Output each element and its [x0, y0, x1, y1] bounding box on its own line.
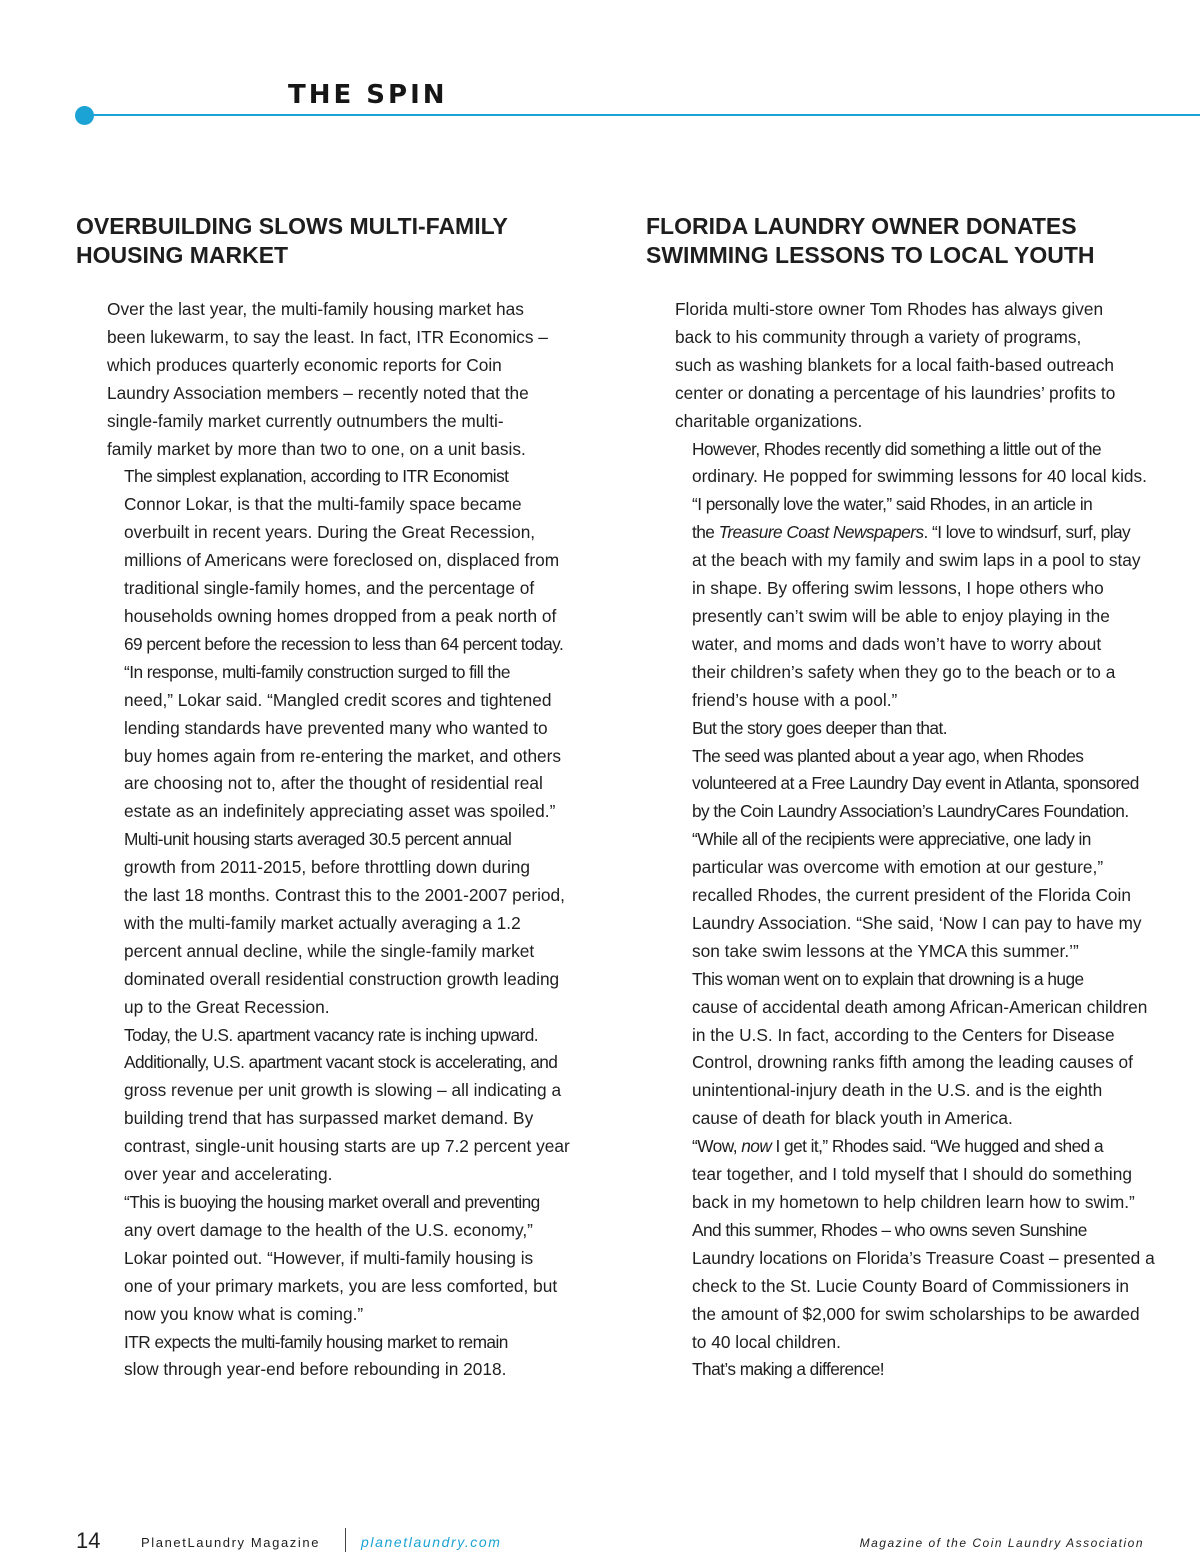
paragraph	[675, 491, 1156, 714]
text-line: back in my hometown to help children learn how to swim.”	[692, 1192, 1135, 1212]
text-line: their children’s safety when they go to the beach or to a	[692, 661, 1116, 682]
footer-divider	[345, 1528, 346, 1552]
paragraph	[107, 826, 576, 1021]
text-line: But the story goes deeper than that.	[692, 717, 947, 738]
text-line: slow through year-end before rebounding in 2018.	[124, 1359, 507, 1380]
text-line: The seed was planted about a year ago, when Rhodes	[692, 745, 1084, 766]
page-footer	[0, 1528, 1200, 1558]
text-line: Laundry Association members – recently noted that the	[107, 382, 529, 403]
text-line: cause of death for black youth in America.	[692, 1108, 1013, 1129]
text-line: one of your primary markets, you are less comforted, but	[124, 1275, 558, 1296]
paragraph	[107, 463, 576, 658]
text-line: “I personally love the water,” said Rhodes, in an article in	[692, 494, 1093, 515]
headline-line: OVERBUILDING SLOWS MULTI-FAMILY	[76, 213, 508, 239]
text-line: center or donating a percentage of his laundries’ profits to	[675, 382, 1116, 403]
text-line: the amount of $2,000 for swim scholarships to be awarded	[692, 1303, 1140, 1324]
text-line: percent annual decline, while the single-family market	[124, 940, 535, 961]
text-line: “While all of the recipients were appreciative, one lady in	[692, 829, 1091, 850]
text-line: Laundry Association. “She said, ‘Now I can pay to have my	[692, 912, 1142, 933]
text-line: gross revenue per unit growth is slowing – all indicating a	[124, 1080, 562, 1101]
paragraph	[675, 715, 1156, 743]
text-line: charitable organizations.	[675, 410, 863, 431]
text-line: in the U.S. In fact, according to the Centers for Disease	[692, 1024, 1115, 1045]
page-number: 14	[76, 1528, 101, 1553]
text-line: been lukewarm, to say the least. In fact, ITR Economics –	[107, 326, 548, 347]
text-line: volunteered at a Free Laundry Day event in Atlanta, sponsored	[692, 773, 1139, 794]
text-line: recalled Rhodes, the current president of the Florida Coin	[692, 885, 1131, 906]
magazine-name: PlanetLaundry Magazine	[141, 1535, 321, 1550]
text-line: the Treasure Coast Newspapers. “I love to windsurf, surf, play	[692, 522, 1131, 543]
text-line: single-family market currently outnumbers the multi-	[107, 410, 504, 431]
text-line: at the beach with my family and swim laps in a pool to stay	[692, 550, 1141, 571]
text-line: with the multi-family market actually averaging a 1.2	[124, 912, 521, 933]
headline-line: HOUSING MARKET	[76, 242, 289, 268]
text-line: “This is buoying the housing market overall and preventing	[124, 1192, 540, 1212]
text-line: lending standards have prevented many who wanted to	[124, 717, 548, 738]
paragraph	[675, 966, 1156, 1133]
text-line: millions of Americans were foreclosed on, displaced from	[124, 550, 560, 571]
text-line: And this summer, Rhodes – who owns seven Sunshine	[692, 1219, 1087, 1240]
text-line: check to the St. Lucie County Board of Commissioners in	[692, 1275, 1130, 1296]
text-line: now you know what is coming.”	[124, 1303, 364, 1324]
article-overbuilding	[76, 212, 576, 1384]
text-line: traditional single-family homes, and the percentage of	[124, 578, 535, 599]
text-line: up to the Great Recession.	[124, 996, 330, 1017]
article-florida-laundry	[646, 212, 1156, 1384]
text-line: in shape. By offering swim lessons, I hope others who	[692, 578, 1104, 599]
text-line: building trend that has surpassed market demand. By	[124, 1108, 534, 1129]
text-line: dominated overall residential construction growth leading	[124, 968, 560, 989]
header-rule-line	[85, 114, 1200, 116]
website-link[interactable]: planetlaundry.com	[361, 1534, 502, 1550]
text-line: particular was overcome with emotion at our gesture,”	[692, 857, 1104, 878]
text-line: unintentional-injury death in the U.S. and is the eighth	[692, 1080, 1103, 1101]
headline-line: SWIMMING LESSONS TO LOCAL YOUTH	[646, 242, 1095, 268]
text-line: ordinary. He popped for swimming lessons for 40 local kids.	[692, 466, 1147, 487]
text-line: Laundry locations on Florida’s Treasure Coast – presented a	[692, 1247, 1155, 1268]
paragraph	[675, 1133, 1156, 1217]
paragraph	[107, 1189, 576, 1329]
text-line: ITR expects the multi-family housing market to remain	[124, 1331, 508, 1352]
text-line: over year and accelerating.	[124, 1164, 333, 1185]
text-line: cause of accidental death among African-American children	[692, 996, 1148, 1017]
text-line: are choosing not to, after the thought of residential real	[124, 773, 543, 794]
article-body	[675, 296, 1156, 1384]
text-line: This woman went on to explain that drowning is a huge	[692, 968, 1084, 989]
text-line: to 40 local children.	[692, 1331, 841, 1352]
paragraph	[675, 826, 1156, 966]
article-body	[107, 296, 576, 1384]
text-line: the last 18 months. Contrast this to the 2001-2007 period,	[124, 885, 565, 906]
text-line: Florida multi-store owner Tom Rhodes has always given	[675, 299, 1104, 319]
text-line: Multi-unit housing starts averaged 30.5 percent annual	[124, 829, 512, 850]
article-headline	[646, 212, 1156, 270]
text-line: Lokar pointed out. “However, if multi-family housing is	[124, 1247, 534, 1268]
text-line: family market by more than two to one, on a unit basis.	[107, 438, 526, 459]
paragraph	[107, 659, 576, 826]
text-line: buy homes again from re-entering the market, and others	[124, 745, 562, 766]
text-line: Over the last year, the multi-family housing market has	[107, 299, 524, 319]
paragraph	[675, 436, 1156, 492]
text-line: water, and moms and dads won’t have to worry about	[692, 633, 1102, 654]
article-headline	[76, 212, 576, 270]
text-line: son take swim lessons at the YMCA this summer.’”	[692, 940, 1079, 961]
paragraph	[675, 296, 1156, 436]
text-line: any overt damage to the health of the U.S. economy,”	[124, 1219, 533, 1240]
text-line: back to his community through a variety of programs,	[675, 326, 1082, 347]
paragraph	[675, 1356, 1156, 1384]
text-line: Control, drowning ranks fifth among the leading causes of	[692, 1052, 1133, 1073]
text-line: overbuilt in recent years. During the Great Recession,	[124, 522, 536, 543]
text-line: The simplest explanation, according to ITR Economist	[124, 466, 509, 487]
text-line: friend’s house with a pool.”	[692, 689, 898, 710]
section-title: THE SPIN	[288, 80, 448, 110]
footer-tagline: Magazine of the Coin Laundry Association	[859, 1536, 1144, 1550]
text-line: which produces quarterly economic reports for Coin	[107, 354, 502, 375]
paragraph	[107, 1329, 576, 1385]
text-line: However, Rhodes recently did something a little out of the	[692, 438, 1102, 459]
text-line: Today, the U.S. apartment vacancy rate is inching upward.	[124, 1024, 539, 1045]
paragraph	[675, 743, 1156, 827]
text-line: by the Coin Laundry Association’s LaundryCares Foundation.	[692, 801, 1129, 822]
text-line: contrast, single-unit housing starts are up 7.2 percent year	[124, 1136, 570, 1157]
text-line: presently can’t swim will be able to enjoy playing in the	[692, 605, 1110, 626]
text-line: Additionally, U.S. apartment vacant stock is accelerating, and	[124, 1052, 558, 1073]
text-line: such as washing blankets for a local faith-based outreach	[675, 354, 1115, 375]
headline-line: FLORIDA LAUNDRY OWNER DONATES	[646, 213, 1077, 239]
text-line: 69 percent before the recession to less than 64 percent today.	[124, 633, 564, 654]
text-line: That’s making a difference!	[692, 1359, 885, 1380]
paragraph	[675, 1217, 1156, 1357]
text-line: Connor Lokar, is that the multi-family space became	[124, 494, 522, 515]
text-line: estate as an indefinitely appreciating asset was spoiled.”	[124, 801, 556, 822]
text-line: households owning homes dropped from a peak north of	[124, 605, 557, 626]
paragraph	[107, 296, 576, 463]
text-line: “In response, multi-family construction surged to fill the	[124, 661, 510, 682]
text-line: “Wow, now I get it,” Rhodes said. “We hugged and shed a	[692, 1136, 1104, 1157]
text-line: need,” Lokar said. “Mangled credit scores and tightened	[124, 689, 552, 710]
text-line: growth from 2011-2015, before throttling down during	[124, 857, 531, 878]
text-line: tear together, and I told myself that I should do something	[692, 1164, 1132, 1185]
paragraph	[107, 1022, 576, 1189]
